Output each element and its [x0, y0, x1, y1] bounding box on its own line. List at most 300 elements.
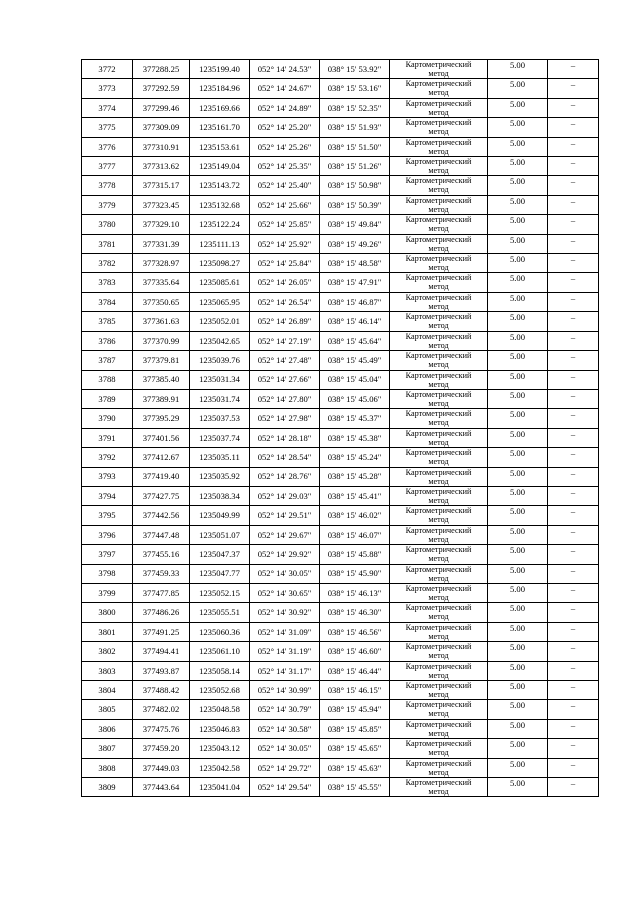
- y-coordinate-cell: 1235052.68: [190, 681, 250, 700]
- method-cell: [390, 118, 488, 137]
- note-cell: –: [548, 370, 599, 389]
- latitude-cell: 052° 14' 25.20": [250, 118, 320, 137]
- note-cell: –: [548, 681, 599, 700]
- y-coordinate-cell: 1235143.72: [190, 176, 250, 195]
- y-coordinate-cell: 1235037.74: [190, 428, 250, 447]
- point-number-cell: 3803: [82, 661, 133, 680]
- accuracy-cell: 5.00: [488, 60, 548, 79]
- note-cell: –: [548, 60, 599, 79]
- point-number-cell: 3789: [82, 389, 133, 408]
- point-number-cell: 3778: [82, 176, 133, 195]
- longitude-cell: 038° 15' 45.24": [320, 448, 390, 467]
- method-text-line: Картометрический: [405, 137, 472, 147]
- x-coordinate-cell: 377493.87: [133, 661, 190, 680]
- table-row: [82, 642, 599, 661]
- table-row: [82, 176, 599, 195]
- latitude-cell: 052° 14' 29.72": [250, 758, 320, 777]
- method-text-line: метод: [428, 146, 449, 156]
- method-cell: [390, 98, 488, 117]
- y-coordinate-cell: 1235058.14: [190, 661, 250, 680]
- note-cell: –: [548, 98, 599, 117]
- method-text-line: Картометрический: [405, 486, 472, 496]
- method-text-line: метод: [428, 554, 449, 564]
- y-coordinate-cell: 1235038.34: [190, 486, 250, 505]
- note-cell: –: [548, 331, 599, 350]
- point-number-cell: 3784: [82, 292, 133, 311]
- note-cell: –: [548, 545, 599, 564]
- table-row: [82, 719, 599, 738]
- accuracy-cell: 5.00: [488, 642, 548, 661]
- x-coordinate-cell: 377379.81: [133, 351, 190, 370]
- table-row: [82, 195, 599, 214]
- y-coordinate-cell: 1235184.96: [190, 79, 250, 98]
- method-text-line: Картометрический: [405, 351, 472, 361]
- latitude-cell: 052° 14' 31.17": [250, 661, 320, 680]
- note-cell: –: [548, 564, 599, 583]
- latitude-cell: 052° 14' 28.54": [250, 448, 320, 467]
- table-row: [82, 370, 599, 389]
- method-text-line: метод: [428, 398, 449, 408]
- table-row: [82, 448, 599, 467]
- note-cell: –: [548, 79, 599, 98]
- point-number-cell: 3788: [82, 370, 133, 389]
- accuracy-cell: 5.00: [488, 157, 548, 176]
- table-row: [82, 506, 599, 525]
- x-coordinate-cell: 377494.41: [133, 642, 190, 661]
- point-number-cell: 3791: [82, 428, 133, 447]
- latitude-cell: 052° 14' 25.26": [250, 137, 320, 156]
- method-text-line: Картометрический: [405, 389, 472, 399]
- method-cell: [390, 389, 488, 408]
- method-text-line: Картометрический: [405, 448, 472, 458]
- method-text-line: метод: [428, 728, 449, 738]
- x-coordinate-cell: 377475.76: [133, 719, 190, 738]
- latitude-cell: 052° 14' 30.05": [250, 739, 320, 758]
- accuracy-cell: 5.00: [488, 448, 548, 467]
- y-coordinate-cell: 1235042.58: [190, 758, 250, 777]
- method-cell: [390, 176, 488, 195]
- method-text-line: метод: [428, 476, 449, 486]
- x-coordinate-cell: 377449.03: [133, 758, 190, 777]
- x-coordinate-cell: 377313.62: [133, 157, 190, 176]
- longitude-cell: 038° 15' 46.87": [320, 292, 390, 311]
- table-row: [82, 622, 599, 641]
- x-coordinate-cell: 377419.40: [133, 467, 190, 486]
- table-row: [82, 254, 599, 273]
- longitude-cell: 038° 15' 45.55": [320, 778, 390, 797]
- longitude-cell: 038° 15' 46.30": [320, 603, 390, 622]
- y-coordinate-cell: 1235122.24: [190, 215, 250, 234]
- x-coordinate-cell: 377427.75: [133, 486, 190, 505]
- method-text-line: Картометрический: [405, 312, 472, 322]
- note-cell: –: [548, 312, 599, 331]
- table-row: [82, 292, 599, 311]
- longitude-cell: 038° 15' 45.04": [320, 370, 390, 389]
- table-row: [82, 564, 599, 583]
- table-body: [82, 60, 599, 797]
- y-coordinate-cell: 1235149.04: [190, 157, 250, 176]
- method-text-line: Картометрический: [405, 564, 472, 574]
- table-row: [82, 60, 599, 79]
- latitude-cell: 052° 14' 28.76": [250, 467, 320, 486]
- longitude-cell: 038° 15' 46.60": [320, 642, 390, 661]
- x-coordinate-cell: 377412.67: [133, 448, 190, 467]
- method-cell: [390, 700, 488, 719]
- method-text-line: Картометрический: [405, 234, 472, 244]
- longitude-cell: 038° 15' 46.44": [320, 661, 390, 680]
- method-text-line: Картометрический: [405, 525, 472, 535]
- point-number-cell: 3790: [82, 409, 133, 428]
- point-number-cell: 3801: [82, 622, 133, 641]
- point-number-cell: 3807: [82, 739, 133, 758]
- accuracy-cell: 5.00: [488, 428, 548, 447]
- x-coordinate-cell: 377401.56: [133, 428, 190, 447]
- point-number-cell: 3799: [82, 583, 133, 602]
- accuracy-cell: 5.00: [488, 176, 548, 195]
- longitude-cell: 038° 15' 45.41": [320, 486, 390, 505]
- y-coordinate-cell: 1235052.01: [190, 312, 250, 331]
- point-number-cell: 3780: [82, 215, 133, 234]
- method-cell: [390, 739, 488, 758]
- latitude-cell: 052° 14' 27.19": [250, 331, 320, 350]
- latitude-cell: 052° 14' 27.48": [250, 351, 320, 370]
- longitude-cell: 038° 15' 49.26": [320, 234, 390, 253]
- accuracy-cell: 5.00: [488, 506, 548, 525]
- note-cell: –: [548, 467, 599, 486]
- latitude-cell: 052° 14' 29.51": [250, 506, 320, 525]
- point-number-cell: 3783: [82, 273, 133, 292]
- x-coordinate-cell: 377482.02: [133, 700, 190, 719]
- method-text-line: метод: [428, 340, 449, 350]
- accuracy-cell: 5.00: [488, 98, 548, 117]
- accuracy-cell: 5.00: [488, 467, 548, 486]
- latitude-cell: 052° 14' 25.85": [250, 215, 320, 234]
- latitude-cell: 052° 14' 25.66": [250, 195, 320, 214]
- method-text-line: Картометрический: [405, 681, 472, 690]
- note-cell: –: [548, 215, 599, 234]
- method-text-line: Картометрический: [405, 331, 472, 341]
- y-coordinate-cell: 1235039.76: [190, 351, 250, 370]
- note-cell: –: [548, 719, 599, 738]
- method-cell: [390, 370, 488, 389]
- method-text-line: метод: [428, 166, 449, 176]
- method-text-line: Картометрический: [405, 118, 472, 128]
- point-number-cell: 3785: [82, 312, 133, 331]
- method-text-line: метод: [428, 185, 449, 195]
- longitude-cell: 038° 15' 46.13": [320, 583, 390, 602]
- note-cell: –: [548, 603, 599, 622]
- table-row: [82, 312, 599, 331]
- point-number-cell: 3782: [82, 254, 133, 273]
- method-cell: [390, 681, 488, 700]
- y-coordinate-cell: 1235048.58: [190, 700, 250, 719]
- method-text-line: Картометрический: [405, 370, 472, 380]
- note-cell: –: [548, 778, 599, 797]
- method-cell: [390, 525, 488, 544]
- point-number-cell: 3800: [82, 603, 133, 622]
- method-cell: [390, 195, 488, 214]
- method-cell: [390, 234, 488, 253]
- table-row: [82, 700, 599, 719]
- method-cell: [390, 157, 488, 176]
- method-cell: [390, 448, 488, 467]
- point-number-cell: 3776: [82, 137, 133, 156]
- method-text-line: метод: [428, 709, 449, 719]
- note-cell: –: [548, 448, 599, 467]
- table-row: [82, 137, 599, 156]
- note-cell: –: [548, 739, 599, 758]
- accuracy-cell: 5.00: [488, 292, 548, 311]
- note-cell: –: [548, 157, 599, 176]
- accuracy-cell: 5.00: [488, 681, 548, 700]
- point-number-cell: 3804: [82, 681, 133, 700]
- method-text-line: метод: [428, 379, 449, 389]
- method-text-line: Картометрический: [405, 195, 472, 205]
- longitude-cell: 038° 15' 45.37": [320, 409, 390, 428]
- note-cell: –: [548, 642, 599, 661]
- y-coordinate-cell: 1235055.51: [190, 603, 250, 622]
- longitude-cell: 038° 15' 46.02": [320, 506, 390, 525]
- note-cell: –: [548, 525, 599, 544]
- method-text-line: метод: [428, 69, 449, 78]
- table-row: [82, 778, 599, 797]
- longitude-cell: 038° 15' 50.98": [320, 176, 390, 195]
- note-cell: –: [548, 254, 599, 273]
- y-coordinate-cell: 1235061.10: [190, 642, 250, 661]
- table-row: [82, 351, 599, 370]
- table-row: [82, 79, 599, 98]
- point-number-cell: 3787: [82, 351, 133, 370]
- point-number-cell: 3773: [82, 79, 133, 98]
- method-cell: [390, 60, 488, 79]
- method-text-line: Картометрический: [405, 622, 472, 632]
- note-cell: –: [548, 176, 599, 195]
- table-row: [82, 215, 599, 234]
- x-coordinate-cell: 377447.48: [133, 525, 190, 544]
- point-number-cell: 3805: [82, 700, 133, 719]
- method-cell: [390, 312, 488, 331]
- point-number-cell: 3793: [82, 467, 133, 486]
- note-cell: –: [548, 351, 599, 370]
- x-coordinate-cell: 377455.16: [133, 545, 190, 564]
- accuracy-cell: 5.00: [488, 719, 548, 738]
- method-cell: [390, 351, 488, 370]
- x-coordinate-cell: 377329.10: [133, 215, 190, 234]
- note-cell: –: [548, 661, 599, 680]
- method-text-line: метод: [428, 321, 449, 331]
- note-cell: –: [548, 273, 599, 292]
- longitude-cell: 038° 15' 45.94": [320, 700, 390, 719]
- accuracy-cell: 5.00: [488, 564, 548, 583]
- latitude-cell: 052° 14' 26.05": [250, 273, 320, 292]
- table-row: [82, 234, 599, 253]
- method-text-line: Картометрический: [405, 254, 472, 264]
- y-coordinate-cell: 1235161.70: [190, 118, 250, 137]
- method-cell: [390, 758, 488, 777]
- y-coordinate-cell: 1235169.66: [190, 98, 250, 117]
- method-text-line: Картометрический: [405, 176, 472, 186]
- method-text-line: Картометрический: [405, 642, 472, 652]
- note-cell: –: [548, 506, 599, 525]
- note-cell: –: [548, 700, 599, 719]
- x-coordinate-cell: 377486.26: [133, 603, 190, 622]
- x-coordinate-cell: 377442.56: [133, 506, 190, 525]
- y-coordinate-cell: 1235051.07: [190, 525, 250, 544]
- method-text-line: метод: [428, 243, 449, 253]
- longitude-cell: 038° 15' 45.28": [320, 467, 390, 486]
- accuracy-cell: 5.00: [488, 254, 548, 273]
- method-cell: [390, 331, 488, 350]
- accuracy-cell: 5.00: [488, 758, 548, 777]
- method-text-line: Картометрический: [405, 215, 472, 225]
- y-coordinate-cell: 1235042.65: [190, 331, 250, 350]
- table-row: [82, 467, 599, 486]
- y-coordinate-cell: 1235043.12: [190, 739, 250, 758]
- x-coordinate-cell: 377395.29: [133, 409, 190, 428]
- longitude-cell: 038° 15' 50.39": [320, 195, 390, 214]
- table-row: [82, 118, 599, 137]
- y-coordinate-cell: 1235047.37: [190, 545, 250, 564]
- method-text-line: метод: [428, 592, 449, 602]
- method-text-line: Картометрический: [405, 739, 472, 749]
- accuracy-cell: 5.00: [488, 331, 548, 350]
- method-text-line: метод: [428, 631, 449, 641]
- latitude-cell: 052° 14' 24.89": [250, 98, 320, 117]
- method-text-line: метод: [428, 573, 449, 583]
- note-cell: –: [548, 583, 599, 602]
- latitude-cell: 052° 14' 27.66": [250, 370, 320, 389]
- longitude-cell: 038° 15' 45.85": [320, 719, 390, 738]
- point-number-cell: 3772: [82, 60, 133, 79]
- longitude-cell: 038° 15' 45.65": [320, 739, 390, 758]
- note-cell: –: [548, 486, 599, 505]
- accuracy-cell: 5.00: [488, 545, 548, 564]
- method-cell: [390, 215, 488, 234]
- y-coordinate-cell: 1235199.40: [190, 60, 250, 79]
- x-coordinate-cell: 377459.33: [133, 564, 190, 583]
- accuracy-cell: 5.00: [488, 137, 548, 156]
- point-number-cell: 3795: [82, 506, 133, 525]
- latitude-cell: 052° 14' 30.79": [250, 700, 320, 719]
- point-number-cell: 3806: [82, 719, 133, 738]
- accuracy-cell: 5.00: [488, 661, 548, 680]
- longitude-cell: 038° 15' 46.15": [320, 681, 390, 700]
- method-cell: [390, 506, 488, 525]
- method-text-line: Картометрический: [405, 545, 472, 555]
- table-row: [82, 273, 599, 292]
- x-coordinate-cell: 377328.97: [133, 254, 190, 273]
- method-cell: [390, 137, 488, 156]
- accuracy-cell: 5.00: [488, 195, 548, 214]
- note-cell: –: [548, 137, 599, 156]
- latitude-cell: 052° 14' 31.19": [250, 642, 320, 661]
- y-coordinate-cell: 1235052.15: [190, 583, 250, 602]
- point-number-cell: 3779: [82, 195, 133, 214]
- accuracy-cell: 5.00: [488, 312, 548, 331]
- x-coordinate-cell: 377477.85: [133, 583, 190, 602]
- coordinates-table: [81, 59, 599, 797]
- x-coordinate-cell: 377331.39: [133, 234, 190, 253]
- x-coordinate-cell: 377491.25: [133, 622, 190, 641]
- y-coordinate-cell: 1235031.74: [190, 389, 250, 408]
- method-text-line: метод: [428, 88, 449, 98]
- table-row: [82, 739, 599, 758]
- table-row: [82, 157, 599, 176]
- x-coordinate-cell: 377488.42: [133, 681, 190, 700]
- accuracy-cell: 5.00: [488, 351, 548, 370]
- method-text-line: Картометрический: [405, 273, 472, 283]
- accuracy-cell: 5.00: [488, 389, 548, 408]
- y-coordinate-cell: 1235035.92: [190, 467, 250, 486]
- method-text-line: метод: [428, 651, 449, 661]
- method-text-line: Картометрический: [405, 778, 472, 788]
- longitude-cell: 038° 15' 45.49": [320, 351, 390, 370]
- method-text-line: метод: [428, 418, 449, 428]
- latitude-cell: 052° 14' 24.67": [250, 79, 320, 98]
- method-text-line: Картометрический: [405, 506, 472, 516]
- x-coordinate-cell: 377288.25: [133, 60, 190, 79]
- point-number-cell: 3792: [82, 448, 133, 467]
- method-text-line: метод: [428, 534, 449, 544]
- accuracy-cell: 5.00: [488, 234, 548, 253]
- method-text-line: Картометрический: [405, 603, 472, 613]
- method-text-line: метод: [428, 437, 449, 447]
- method-text-line: Картометрический: [405, 758, 472, 768]
- longitude-cell: 038° 15' 45.64": [320, 331, 390, 350]
- y-coordinate-cell: 1235132.68: [190, 195, 250, 214]
- table-row: [82, 389, 599, 408]
- method-text-line: Картометрический: [405, 292, 472, 302]
- longitude-cell: 038° 15' 51.26": [320, 157, 390, 176]
- method-text-line: метод: [428, 360, 449, 370]
- longitude-cell: 038° 15' 51.93": [320, 118, 390, 137]
- accuracy-cell: 5.00: [488, 778, 548, 797]
- table-row: [82, 331, 599, 350]
- x-coordinate-cell: 377389.91: [133, 389, 190, 408]
- latitude-cell: 052° 14' 31.09": [250, 622, 320, 641]
- method-text-line: метод: [428, 495, 449, 505]
- method-text-line: метод: [428, 204, 449, 214]
- y-coordinate-cell: 1235037.53: [190, 409, 250, 428]
- y-coordinate-cell: 1235047.77: [190, 564, 250, 583]
- point-number-cell: 3809: [82, 778, 133, 797]
- y-coordinate-cell: 1235065.95: [190, 292, 250, 311]
- latitude-cell: 052° 14' 30.58": [250, 719, 320, 738]
- longitude-cell: 038° 15' 53.92": [320, 60, 390, 79]
- latitude-cell: 052° 14' 25.40": [250, 176, 320, 195]
- method-text-line: Картометрический: [405, 467, 472, 477]
- longitude-cell: 038° 15' 45.38": [320, 428, 390, 447]
- y-coordinate-cell: 1235035.11: [190, 448, 250, 467]
- x-coordinate-cell: 377350.65: [133, 292, 190, 311]
- latitude-cell: 052° 14' 29.03": [250, 486, 320, 505]
- y-coordinate-cell: 1235153.61: [190, 137, 250, 156]
- method-text-line: метод: [428, 767, 449, 777]
- method-text-line: метод: [428, 282, 449, 292]
- point-number-cell: 3798: [82, 564, 133, 583]
- method-text-line: Картометрический: [405, 661, 472, 671]
- accuracy-cell: 5.00: [488, 525, 548, 544]
- note-cell: –: [548, 195, 599, 214]
- longitude-cell: 038° 15' 46.14": [320, 312, 390, 331]
- longitude-cell: 038° 15' 53.16": [320, 79, 390, 98]
- x-coordinate-cell: 377292.59: [133, 79, 190, 98]
- table-row: [82, 603, 599, 622]
- point-number-cell: 3774: [82, 98, 133, 117]
- method-text-line: Картометрический: [405, 409, 472, 419]
- x-coordinate-cell: 377309.09: [133, 118, 190, 137]
- latitude-cell: 052° 14' 28.18": [250, 428, 320, 447]
